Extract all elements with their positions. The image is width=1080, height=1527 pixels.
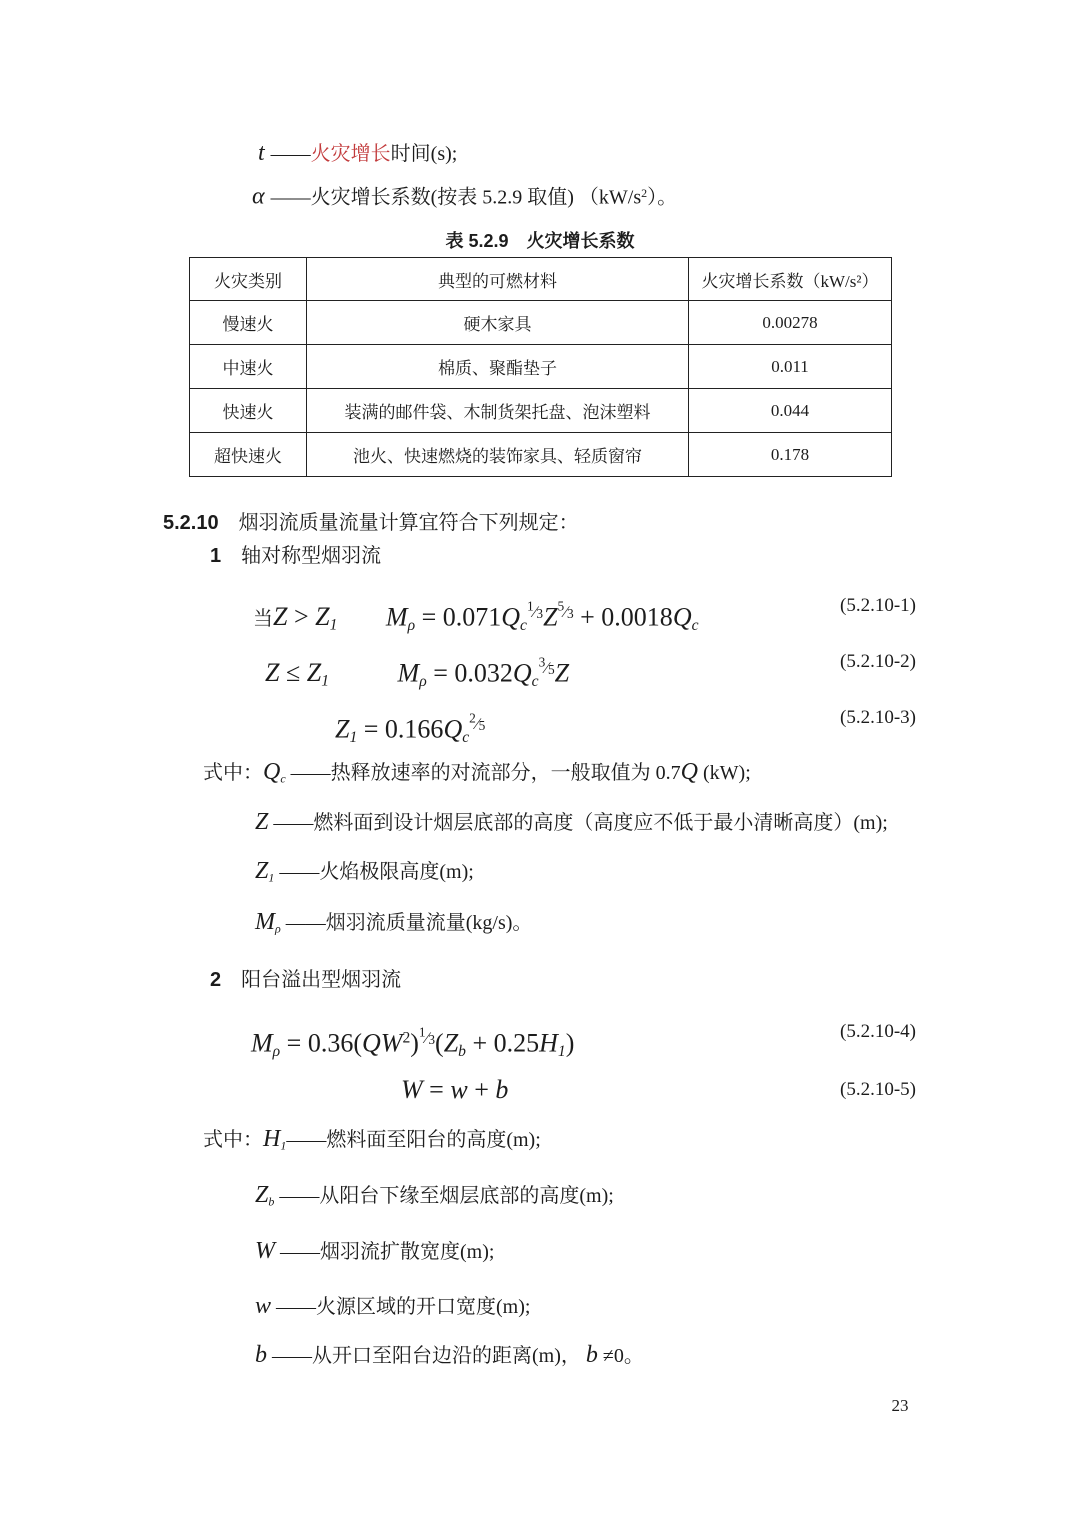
formula-body: $M\rho = 0.071Qc^{^1∕3}Z^{^5∕3} + 0.0018Qc$ — [385, 598, 699, 634]
table-row — [190, 345, 892, 389]
cell-coefficient: 0.00278 — [689, 301, 892, 345]
formula-5-2-10-1 — [163, 582, 916, 634]
item-1-axisymmetric-plume — [210, 541, 381, 571]
cell-coefficient: 0.178 — [689, 433, 892, 477]
cell-fire-class: 中速火 — [190, 345, 307, 389]
equation-number: (5.2.10-5) — [840, 1079, 916, 1100]
table-row — [190, 433, 892, 477]
formula-5-2-10-5 — [163, 1066, 916, 1114]
item-text: 轴对称型烟羽流 — [241, 545, 382, 567]
cell-fire-class: 超快速火 — [190, 433, 307, 477]
definition-line-w-upper: W ——烟羽流扩散宽度(m); — [255, 1238, 495, 1264]
definition-line-w-lower: w ——火源区域的开口宽度(m); — [255, 1293, 531, 1319]
equation-number: (5.2.10-4) — [840, 1021, 916, 1042]
formula-body: $Z1 = 0.166Qc^{^2∕5}$ — [335, 710, 486, 746]
definition-line-h1: 式中：H1——燃料面至阳台的高度(m); — [203, 1126, 541, 1153]
definition-line-qc: 式中：Qc ——热释放速率的对流部分，一般取值为 0.7Q (kW); — [203, 759, 751, 786]
definition-line-z: Z ——燃料面到设计烟层底部的高度（高度应不低于最小清晰高度）(m); — [255, 809, 888, 835]
page-number: 23 — [891, 1396, 909, 1415]
table-caption: 表 5.2.9 火灾增长系数 — [445, 231, 635, 251]
cell-materials: 装满的邮件袋、木制货架托盘、泡沫塑料 — [307, 389, 689, 433]
col-header-coefficient: 火灾增长系数（kW/s²） — [689, 258, 892, 301]
formula-5-2-10-3 — [163, 694, 916, 746]
table-row — [190, 301, 892, 345]
definition-line-alpha: α ——火灾增长系数(按表 5.2.9 取值) $(kW/s^2)$。 — [252, 183, 678, 210]
formula-5-2-10-2 — [163, 638, 916, 690]
cell-materials: 池火、快速燃烧的装饰家具、轻质窗帘 — [307, 433, 689, 477]
cell-fire-class: 慢速火 — [190, 301, 307, 345]
formula-body: W = w + b — [401, 1075, 509, 1104]
formula-condition: Z ≤ Z1 — [265, 658, 330, 690]
item-text: 阳台溢出型烟羽流 — [241, 969, 402, 991]
definition-line-t: t ——火灾增长时间(s); — [258, 140, 458, 166]
formula-condition: 当Z > Z1 — [253, 602, 338, 634]
equation-number: (5.2.10-1) — [840, 595, 916, 616]
equation-number: (5.2.10-3) — [840, 707, 916, 728]
equation-number: (5.2.10-2) — [840, 651, 916, 672]
table-row — [190, 389, 892, 433]
formula-body: $M\rho = 0.36(QW^2)^{^1∕3}(Zb + 0.25H1)$ — [251, 1024, 575, 1060]
definition-line-z1: Z1 ——火焰极限高度(m); — [255, 858, 474, 885]
definition-line-zb: Zb ——从阳台下缘至烟层底部的高度(m); — [255, 1182, 614, 1209]
definition-line-mp: Mρ ——烟羽流质量流量(kg/s)。 — [255, 909, 533, 936]
item-number: 1 — [210, 545, 222, 567]
clause-5-2-10 — [163, 508, 579, 538]
item-2-balcony-spill-plume — [210, 965, 401, 995]
fire-growth-table — [189, 257, 892, 477]
fire-growth-table-wrap — [189, 257, 892, 477]
table-header-row — [190, 258, 892, 301]
clause-number: 5.2.10 — [163, 512, 219, 534]
col-header-fire-class: 火灾类别 — [190, 258, 307, 301]
formula-5-2-10-4 — [163, 1008, 916, 1060]
cell-coefficient: 0.044 — [689, 389, 892, 433]
formula-body: $M\rho = 0.032Qc^{^3∕5}Z$ — [397, 654, 570, 690]
cell-fire-class: 快速火 — [190, 389, 307, 433]
clause-text: 烟羽流质量流量计算宜符合下列规定： — [238, 512, 579, 534]
definition-line-b: b ——从开口至阳台边沿的距离(m)， b ≠0。 — [255, 1342, 644, 1368]
cell-coefficient: 0.011 — [689, 345, 892, 389]
cell-materials: 硬木家具 — [307, 301, 689, 345]
cell-materials: 棉质、聚酯垫子 — [307, 345, 689, 389]
col-header-materials: 典型的可燃材料 — [307, 258, 689, 301]
item-number: 2 — [210, 969, 222, 991]
